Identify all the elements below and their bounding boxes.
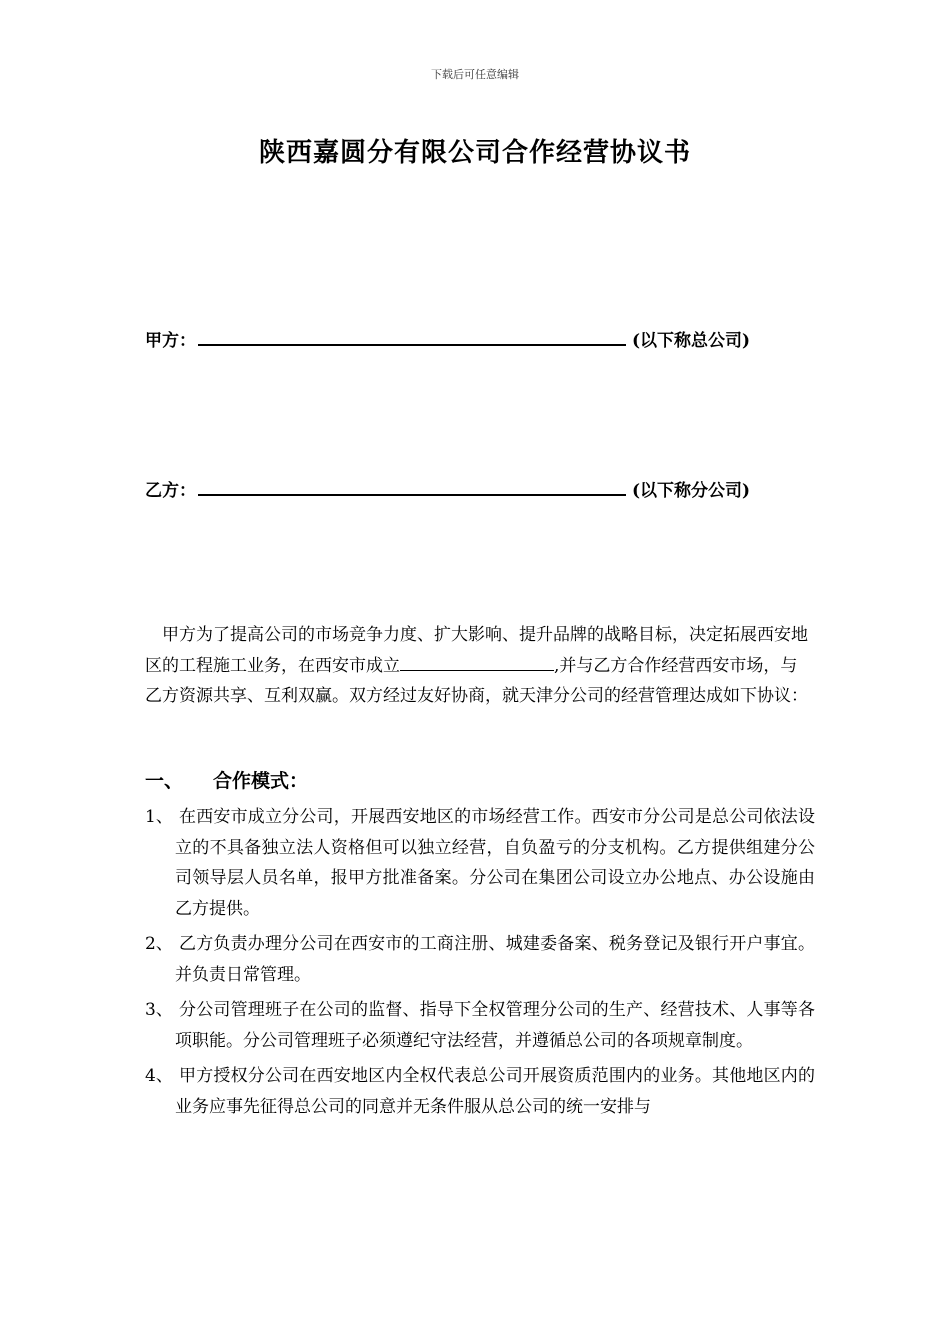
clause-text: 分公司管理班子在公司的监督、指导下全权管理分公司的生产、经营技术、人事等各项职能。分公司管理班子必须遵纪守法经营，并遵循总公司的各项规章制度。 xyxy=(175,1000,815,1051)
party-b-suffix: (以下称分公司) xyxy=(632,481,751,501)
clause-text: 在西安市成立分公司，开展西安地区的市场经营工作。西安市分公司是总公司依法设立的不具备独立法人资格但可以独立经营，自负盈亏的分支机构。乙方提供组建分公司领导层人员名单，报甲方批准备案。分公司在集团公司设立办公地点、办公设施由乙方提供。 xyxy=(175,807,815,919)
clause-text: 甲方授权分公司在西安地区内全权代表总公司开展资质范围内的业务。其他地区内的业务应事先征得总公司的同意并无条件服从总公司的统一安排与 xyxy=(175,1066,815,1117)
clause-number: 3、 xyxy=(145,1000,173,1020)
party-b-blank xyxy=(198,478,626,496)
clause-number: 2、 xyxy=(145,934,173,954)
party-b-label: 乙方： xyxy=(145,481,196,501)
party-a-line xyxy=(145,326,805,351)
header-note: 下载后可任意编辑 xyxy=(431,68,519,81)
clause-list xyxy=(145,802,815,1127)
party-a-label: 甲方： xyxy=(145,331,196,351)
intro-text-before: 甲方为了提高公司的市场竞争力度、扩大影响、提升品牌的战略目标，决定拓展西安地区的工程施工业务，在西安市成立 xyxy=(145,625,808,676)
intro-paragraph xyxy=(145,620,810,712)
section-heading xyxy=(145,766,308,793)
clause-item xyxy=(145,929,815,990)
intro-text-after: ,并与乙方合作经营西安市场，与乙方资源共享、互利双赢。双方经过友好协商，就天津分公司的经营管理达成如下协议： xyxy=(145,655,808,706)
section-number: 一、 xyxy=(145,770,184,792)
document-title: 陕西嘉圆分有限公司合作经营协议书 xyxy=(258,138,691,168)
clause-item xyxy=(145,802,815,924)
clause-item xyxy=(145,995,815,1056)
branch-name-blank xyxy=(400,654,554,671)
clause-text: 乙方负责办理分公司在西安市的工商注册、城建委备案、税务登记及银行开户事宜。并负责日常管理。 xyxy=(175,934,815,985)
party-a-suffix: (以下称总公司) xyxy=(632,331,751,351)
clause-item xyxy=(145,1061,815,1122)
clause-number: 4、 xyxy=(145,1066,173,1086)
party-b-line xyxy=(145,476,805,501)
clause-number: 1、 xyxy=(145,807,173,827)
section-title: 合作模式： xyxy=(213,770,309,792)
party-a-blank xyxy=(198,328,626,346)
